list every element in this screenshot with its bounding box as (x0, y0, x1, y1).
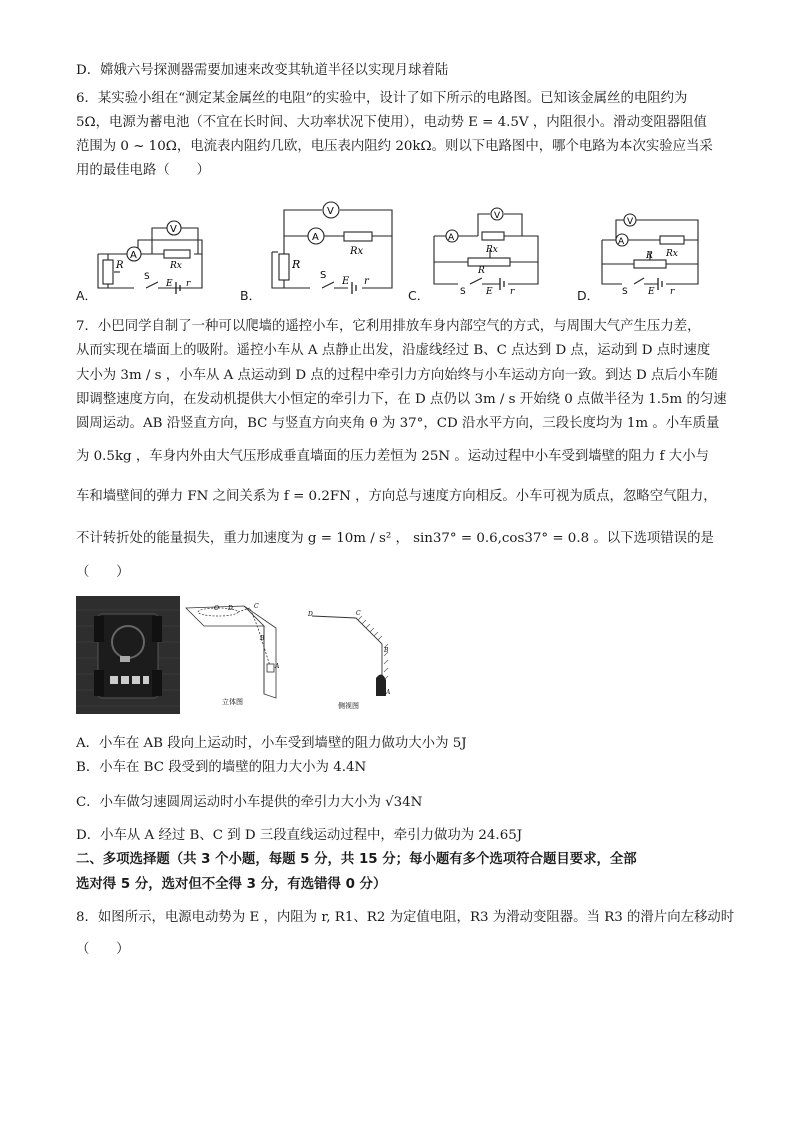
emf-label: E (486, 287, 493, 296)
point-c-label: C (356, 610, 361, 617)
internal-resistance-label: r (364, 276, 369, 287)
q7-text-line-3: 大小为 3m / s ，小车从 A 点运动到 D 点的过程中牵引力方向始终与小车运动方向一致。到达 D 点后小车随 (76, 368, 718, 383)
circuit-option-b-label: B． (240, 288, 262, 303)
circuit-option-c-label: C． (408, 288, 430, 303)
resistor-label: Rx (170, 261, 182, 271)
switch-label: S (460, 287, 466, 296)
q7-text-line-2: 从而实现在墙面上的吸附。遥控小车从 A 点静止出发，沿虚线经过 B、C 点达到 D 点，运动到 D 点时速度 (76, 343, 711, 358)
rheostat-label: R (116, 260, 124, 271)
q7-option-c: C．小车做匀速圆周运动时小车提供的牵引力大小为 √34N (76, 795, 423, 810)
side-view-caption: 侧视图 (338, 702, 359, 710)
circuit-b-diagram (258, 198, 398, 298)
ammeter-label: A (312, 232, 319, 243)
q5-option-d: D．嫦娥六号探测器需要加速来改变其轨道半径以实现月球着陆 (76, 63, 449, 78)
circuit-option-a-label: A． (76, 288, 98, 303)
voltmeter-label: V (494, 211, 501, 221)
3d-view-diagram (184, 598, 294, 714)
q7-text-line-5: 圆周运动。AB 沿竖直方向，BC 与竖直方向夹角 θ 为 37°，CD 沿水平方向，三段长度均为 1m 。小车质量 (76, 416, 720, 431)
section-2-heading-line-2: 选对得 5 分，选对但不全得 3 分，有选错得 0 分） (76, 877, 387, 892)
point-d-label: D (308, 611, 313, 618)
internal-resistance-label: r (670, 287, 675, 296)
wall-car-photo (76, 596, 180, 714)
section-2-heading-line-1: 二、多项选择题（共 3 个小题，每题 5 分，共 15 分；每小题有多个选项符合题目要求，全部 (76, 852, 637, 867)
q7-text-line-7: 车和墙壁间的弹力 FN 之间关系为 f = 0.2FN ，方向总与速度方向相反。小车可视为质点，忽略空气阻力， (76, 489, 717, 504)
voltmeter-label: V (170, 224, 177, 235)
q7-text-line-6: 为 0.5kg ，车身内外由大气压形成垂直墙面的压力差恒为 25N 。运动过程中小车受到墙壁的阻力 f 大小与 (76, 449, 709, 464)
resistor-label: Rx (486, 245, 498, 255)
point-a-label: A (386, 689, 391, 696)
internal-resistance-label: r (510, 287, 515, 296)
ammeter-label: A (448, 233, 455, 243)
q7-option-b: B．小车在 BC 段受到的墙壁的阻力大小为 4.4N (76, 760, 367, 775)
rheostat-label: R (292, 258, 301, 271)
q7-text-line-8: 不计转折处的能量损失，重力加速度为 g = 10m / s² ， sin37° = 0.6,cos37° = 0.8 。以下选项错误的是 (76, 531, 714, 546)
q7-text-line-1: 7．小巴同学自制了一种可以爬墙的遥控小车，它利用排放车身内部空气的方式，与周围大气产生压力差， (76, 319, 701, 334)
circuit-c-diagram (424, 206, 544, 296)
internal-resistance-label: r (186, 279, 191, 289)
q6-text-line-3: 范围为 0 ~ 10Ω，电流表内阻约几欧，电压表内阻约 20kΩ。则以下电路图中，哪个电路为本次实验应当采 (76, 139, 713, 154)
resistor-label: Rx (666, 249, 678, 259)
point-d-label: D (228, 605, 233, 612)
q6-text-line-1: 6．某实验小组在“测定某金属丝的电阻”的实验中，设计了如下所示的电路图。已知该金属丝的电阻约为 (76, 91, 688, 106)
emf-label: E (342, 276, 350, 287)
circuit-a-diagram (94, 214, 214, 298)
voltmeter-label: V (627, 217, 634, 227)
q7-text-line-4: 即调整速度方向，在发动机提供大小恒定的牵引力下，在 D 点仍以 3m / s 开始绕 0 点做半径为 1.5m 的匀速 (76, 392, 727, 407)
switch-label: S (144, 272, 150, 282)
resistor-label: Rx (350, 246, 364, 257)
q8-text-line-1: 8．如图所示，电源电动势为 E ，内阻为 r, R1、R2 为定值电阻，R3 为滑动变阻器。当 R3 的滑片向左移动时 (76, 910, 735, 925)
point-o-label: O (214, 605, 219, 612)
emf-label: E (648, 287, 655, 296)
ammeter-label: A (618, 237, 625, 247)
q7-text-line-9: （ ） (76, 565, 130, 580)
switch-label: S (622, 287, 628, 296)
emf-label: E (166, 279, 173, 289)
circuit-d-diagram (596, 212, 706, 296)
point-a-label: A (275, 663, 280, 670)
q7-option-a: A．小车在 AB 段向上运动时，小车受到墙壁的阻力做功大小为 5J (76, 736, 467, 751)
point-b-label: B (384, 647, 389, 654)
q6-text-line-2: 5Ω，电源为蓄电池（不宜在长时间、大功率状况下使用），电动势 E = 4.5V ，内阻很小。滑动变阻器阻值 (76, 115, 707, 130)
3d-view-caption: 立体图 (222, 698, 243, 706)
switch-label: S (320, 270, 327, 281)
rheostat-label: R (646, 251, 653, 261)
voltmeter-label: V (327, 206, 334, 217)
point-c-label: C (254, 603, 259, 610)
point-b-label: B (260, 635, 265, 642)
ammeter-label: A (130, 250, 137, 261)
circuit-option-d-label: D． (577, 288, 600, 303)
side-view-diagram (304, 604, 404, 716)
q7-option-d: D．小车从 A 经过 B、C 到 D 三段直线运动过程中，牵引力做功为 24.65J (76, 828, 523, 843)
q8-text-line-2: （ ） (76, 942, 130, 957)
rheostat-label: R (478, 266, 485, 276)
q6-text-line-4: 用的最佳电路（ ） (76, 163, 210, 178)
